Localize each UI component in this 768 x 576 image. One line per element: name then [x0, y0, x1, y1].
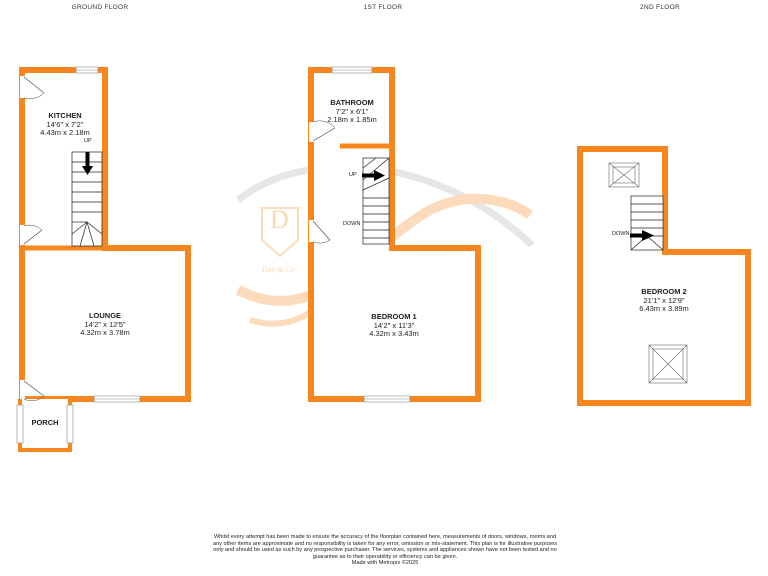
watermark-brand: Day & Co — [262, 265, 295, 274]
first-stairs — [363, 158, 389, 244]
second-stairs — [631, 196, 663, 250]
room-dimensions-metric: 4.43m x 2.18m — [40, 128, 90, 137]
room-name: BEDROOM 2 — [641, 287, 687, 296]
floor-label-ground: GROUND FLOOR — [71, 4, 129, 11]
room-dimensions-imperial: 21'1" x 12'9" — [643, 295, 685, 305]
room-dimensions-imperial: 14'6" x 7'2" — [46, 119, 84, 129]
room-label-bathroom — [282, 99, 422, 125]
room-name: PORCH — [31, 418, 59, 427]
room-dimensions-metric: 2.18m x 1.85m — [327, 115, 377, 124]
room-dimensions-imperial: 14'2" x 11'3" — [373, 320, 415, 330]
roof-window-icon — [609, 163, 639, 187]
stair-label-down: DOWN — [343, 221, 361, 227]
disclaimer — [210, 534, 560, 567]
disclaimer-text: Whilst every attempt has been made to ensure the accuracy of the floorplan contained here, measurements of doors, windows, rooms and any other items are approximate and no responsibility is taken for any error, omission or mis-statement. This plan is for illustrative purposes only and should be used as such by any prospective purchaser. The services, systems and appliances shown have not been tested and no guarantee as to their operability or efficiency can be given. — [212, 534, 558, 560]
stair-label-up: UP — [349, 172, 357, 178]
floor-label-second: 2ND FLOOR — [640, 4, 680, 11]
room-dimensions-metric: 6.43m x 3.89m — [639, 304, 689, 313]
room-name: BEDROOM 1 — [371, 312, 417, 321]
stair-label-up: UP — [84, 138, 92, 144]
room-label-kitchen — [0, 112, 135, 138]
room-label-bedroom-1 — [324, 313, 464, 339]
room-label-bedroom-2 — [594, 288, 734, 314]
room-dimensions-imperial: 14'2" x 12'5" — [84, 319, 126, 329]
floor-label-first: 1ST FLOOR — [363, 4, 403, 11]
roof-window-icon — [649, 345, 687, 383]
watermark-monogram: D — [270, 205, 289, 234]
room-dimensions-metric: 4.32m x 3.78m — [80, 328, 130, 337]
credit-text: Made with Metropix ©2025 — [351, 560, 419, 567]
stair-label-down: DOWN — [612, 231, 630, 237]
room-name: KITCHEN — [48, 111, 82, 120]
room-dimensions-imperial: 7'2" x 6'1" — [335, 106, 369, 116]
room-dimensions-metric: 4.32m x 3.43m — [369, 329, 419, 338]
room-label-lounge — [35, 312, 175, 338]
room-name: BATHROOM — [330, 98, 374, 107]
room-name: LOUNGE — [88, 311, 122, 320]
room-label-porch — [0, 419, 115, 428]
second-floor-plan — [580, 149, 748, 403]
